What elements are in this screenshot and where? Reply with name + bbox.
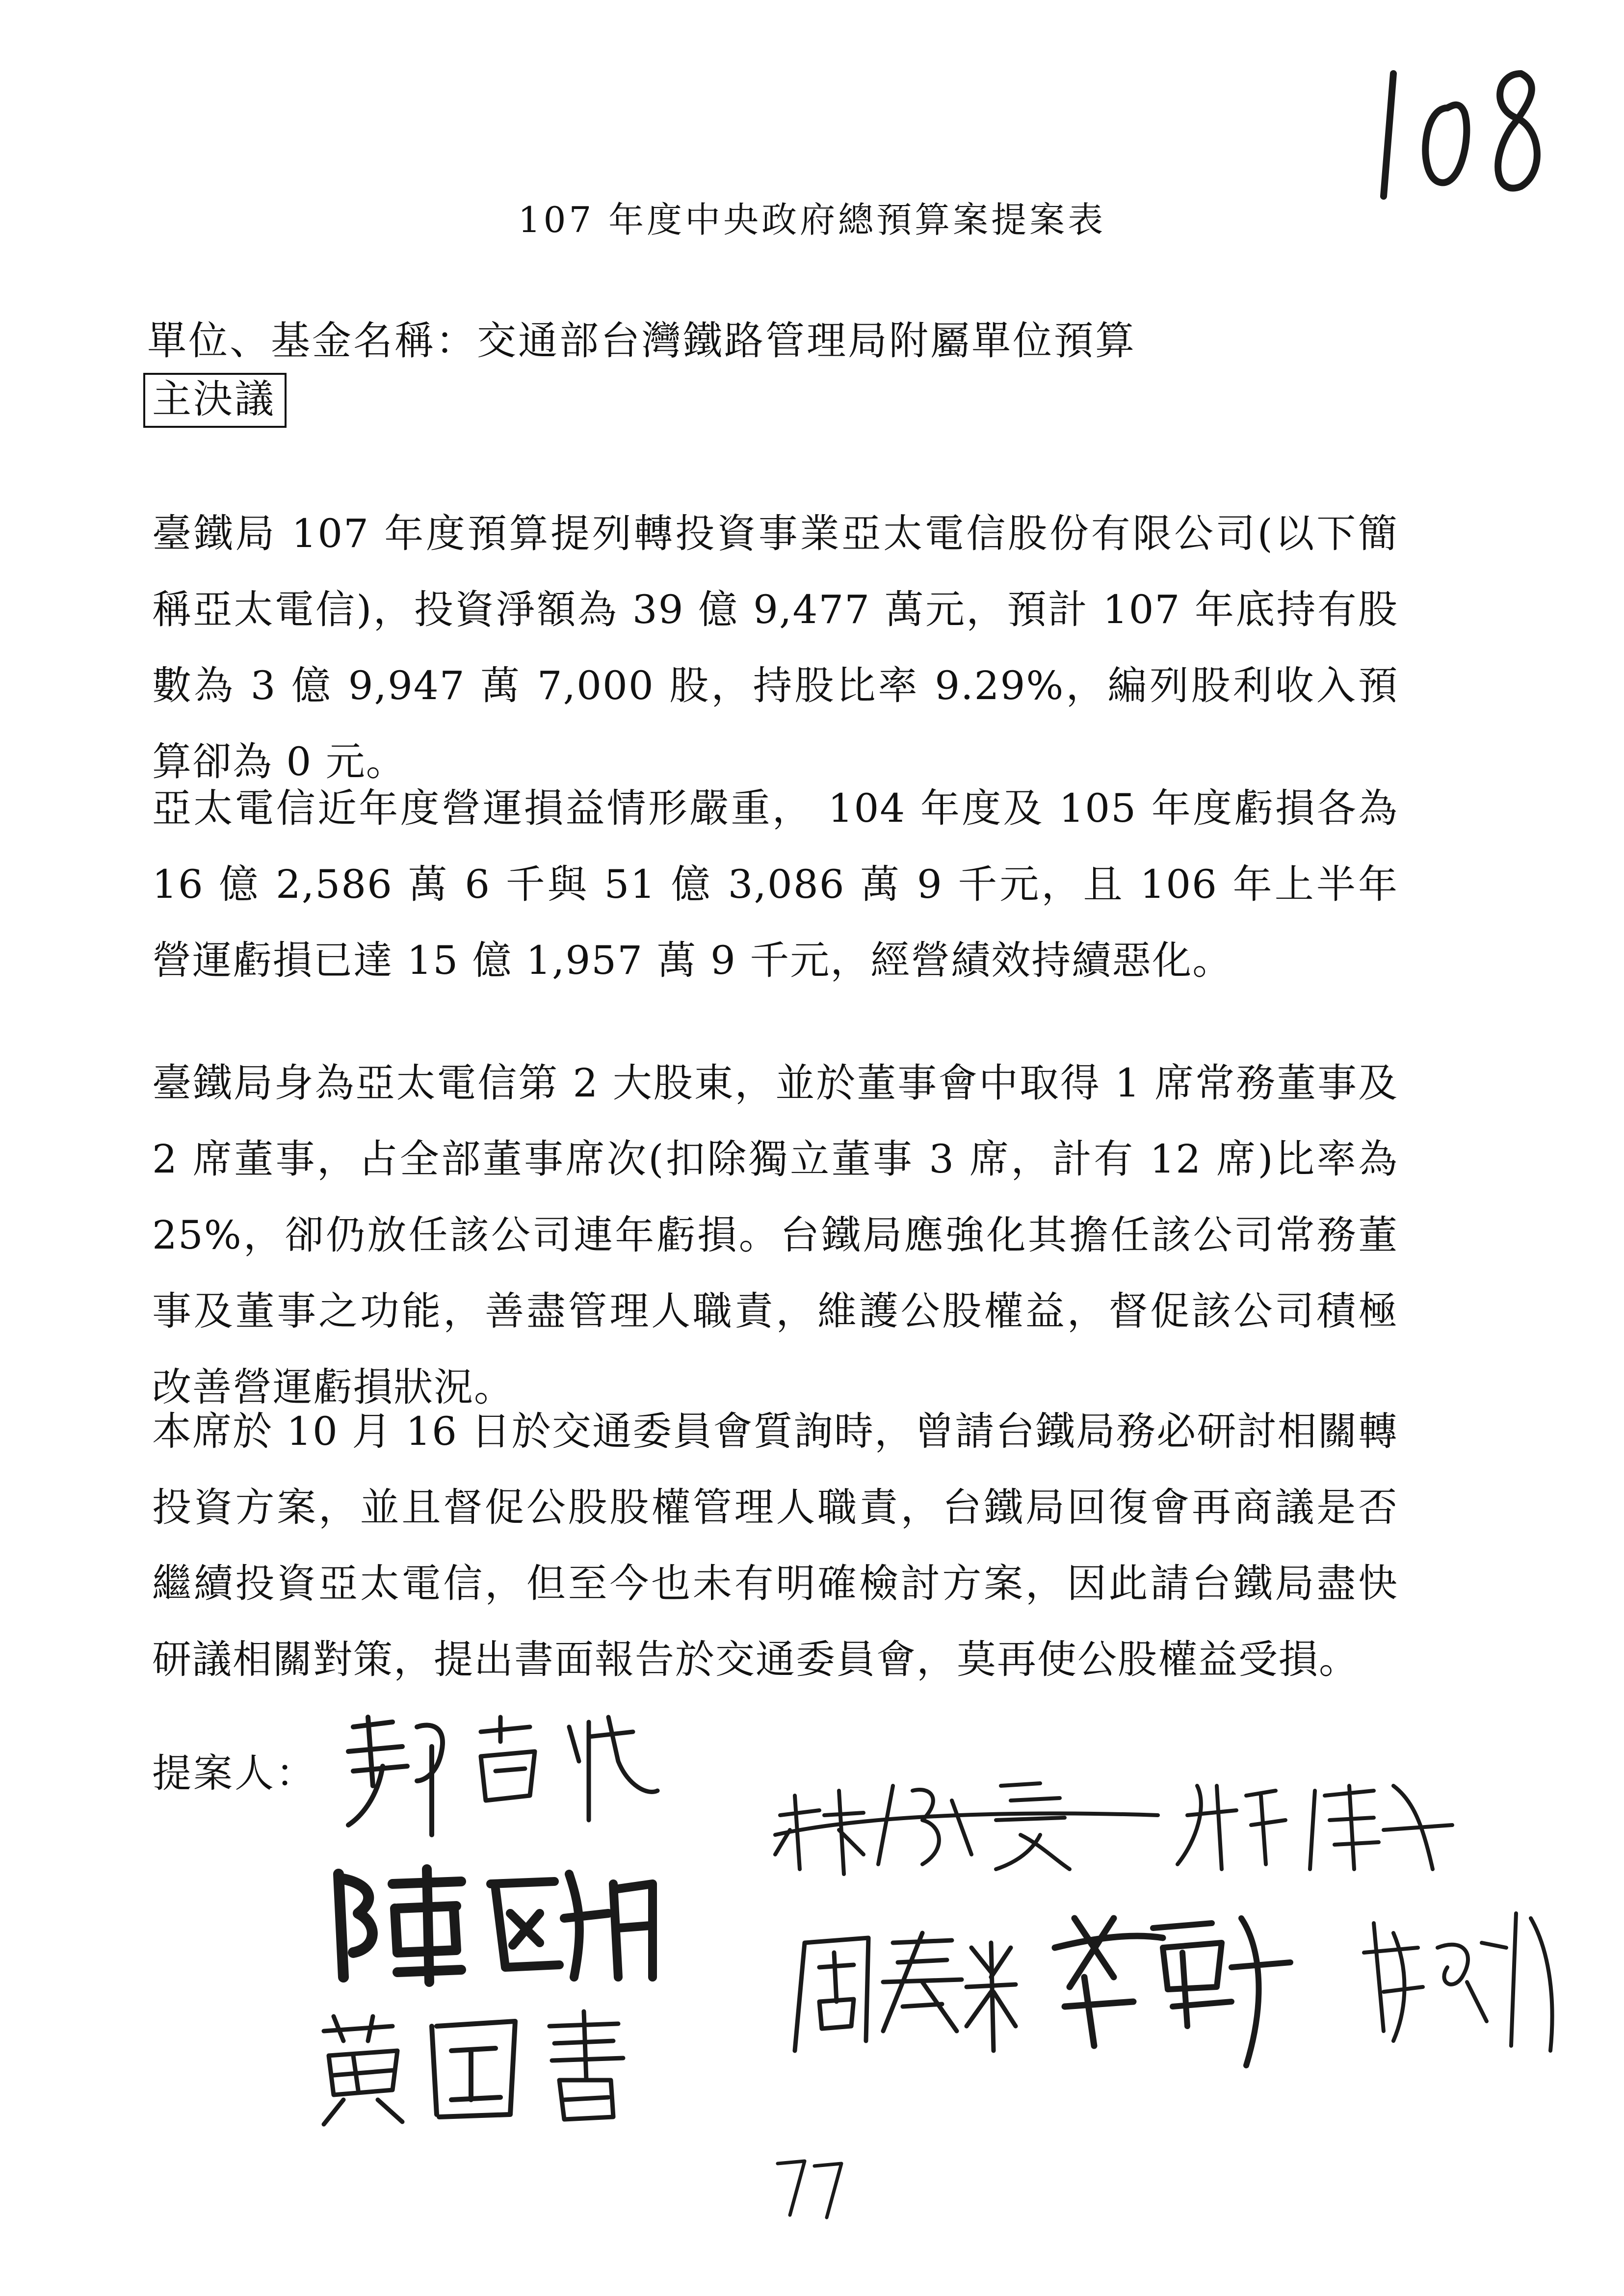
main-resolution-label: 主決議 [143,373,287,428]
handwritten-number-108 [1374,54,1560,211]
signature-7 [1035,1879,1310,2085]
proposer-label: 提案人： [152,1750,317,1796]
signature-8 [1354,1884,1570,2070]
signature-2 [324,1854,667,1992]
paragraph-board-seats: 臺鐵局身為亞太電信第 2 大股東，並於董事會中取得 1 席常務董事及 2 席董事，占全部董事席次(扣除獨立董事 3 席，計有 12 席)比率為 25%，卻仍放任該公司連年虧損。台鐵局應強化其擔任該公司常務董事及董事之功能，善盡管理人職責，維護公股權益，督促該公司積極改善營運虧損狀況。 [152,1060,1398,1410]
document-title: 107 年度中央政府總預算案提案表 [518,199,1106,240]
signature-4 [765,1756,1482,1884]
paragraph-request: 本席於 10 月 16 日於交通委員會質詢時，曾請台鐵局務必研討相關轉投資方案，並且督促公股股權管理人職責，台鐵局回復會再商議是否繼續投資亞太電信，但至今也未有明確檢討方案，因此請台鐵局盡快研議相關對策，提出書面報告於交通委員會，莫再使公股權益受損。 [152,1409,1398,1682]
signature-3 [304,2002,648,2129]
handwritten-page-number-77 [770,2154,849,2222]
paragraph-investment: 臺鐵局 107 年度預算提列轉投資事業亞太電信股份有限公司(以下簡稱亞太電信)，投資淨額為 39 億 9,477 萬元，預計 107 年底持有股數為 3 億 9,947 萬 7,000 股，持股比率 9.29%，編列股利收入預算卻為 0 元。 [152,511,1398,784]
signature-1 [334,1697,667,1845]
paragraph-losses: 亞太電信近年度營運損益情形嚴重， 104 年度及 105 年度虧損各為 16 億 2,586 萬 6 千與 51 億 3,086 萬 9 千元，且 106 年上半年營運虧損已達 15 億 1,957 萬 9 千元，經營績效持續惡化。 [152,785,1398,983]
signature-6 [785,1913,1021,2061]
unit-fund-name: 單位、基金名稱：交通部台灣鐵路管理局附屬單位預算 [147,318,1136,364]
